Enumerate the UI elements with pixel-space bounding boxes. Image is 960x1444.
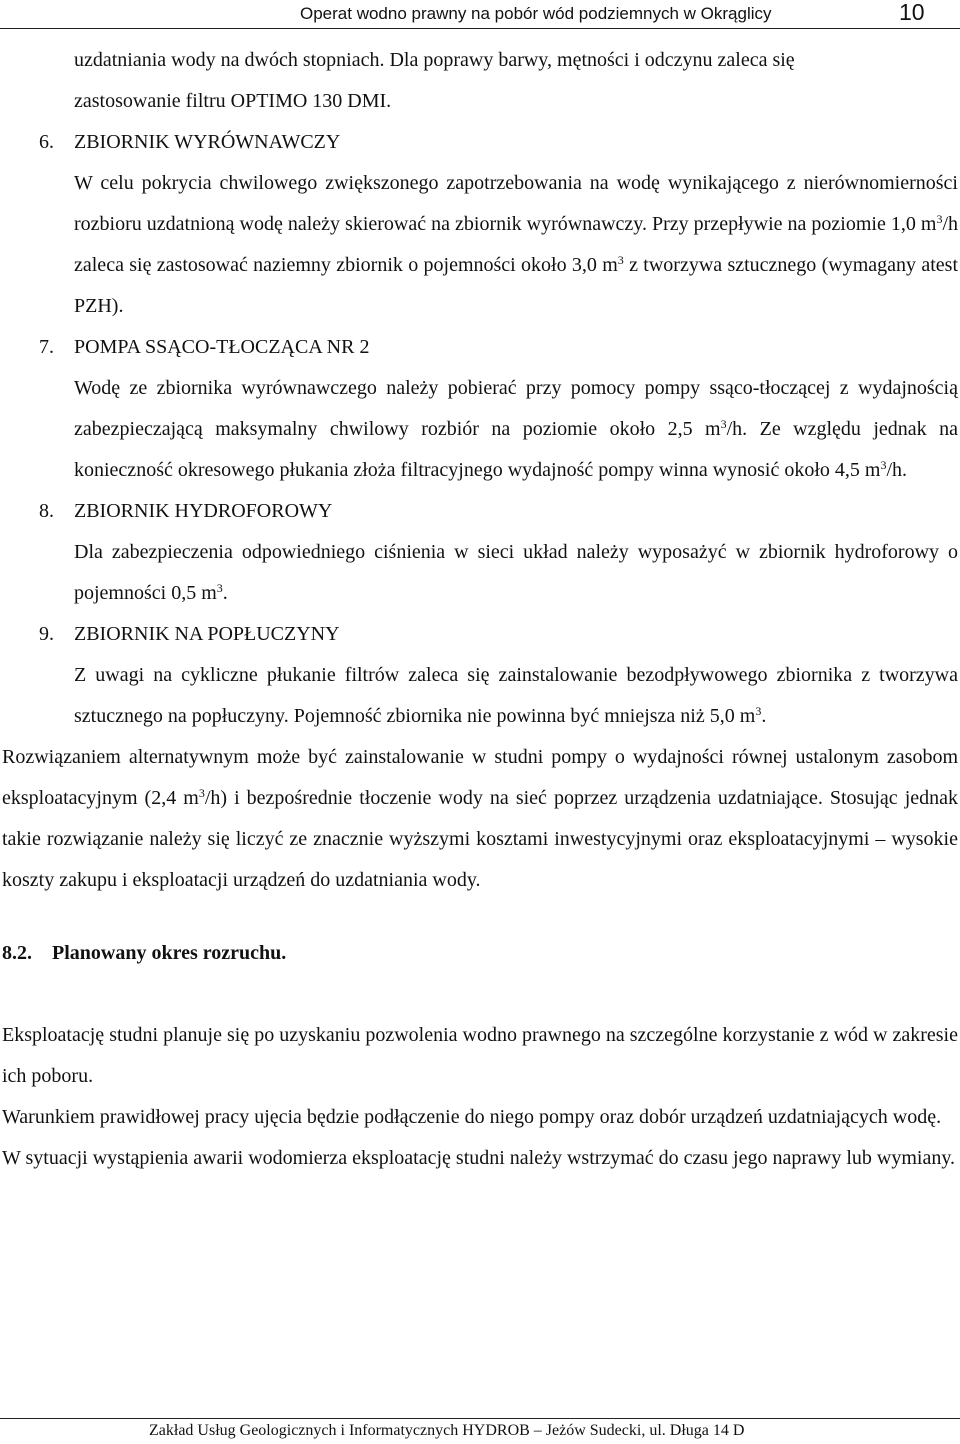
section-number: 8.2. (2, 942, 32, 964)
header-title: Operat wodno prawny na pobór wód podziemnych w Okrąglicy (300, 4, 772, 23)
item-number: 6. (39, 131, 54, 153)
item-9-text: Z uwagi na cykliczne płukanie filtrów zaleca się zainstalowanie bezodpływowego zbiornika z tworzywa sztucznego na popłuczyny. Pojemność zbiornika nie powinna być mniejsza niż 5,0 $m^3$. (74, 664, 958, 727)
footer-rule (0, 1418, 960, 1419)
footer-text: Zakład Usług Geologicznych i Informatycznych HYDROB – Jeżów Sudecki, ul. Długa 14 D (149, 1422, 745, 1439)
item-number: 8. (39, 500, 54, 522)
section-title: Planowany okres rozruchu. (52, 942, 287, 964)
paragraph-conditions: Warunkiem prawidłowej pracy ujęcia będzie podłączenie do niego pompy oraz dobór urządzeń uzdatniających wodę. (2, 1106, 942, 1128)
item-number: 9. (39, 623, 54, 645)
item-8-text: Dla zabezpieczenia odpowiedniego ciśnienia w sieci układ należy wyposażyć w zbiornik hydroforowy o pojemności 0,5 $m^3$. (74, 541, 958, 604)
alternative-paragraph: Rozwiązaniem alternatywnym może być zainstalowanie w studni pompy o wydajności równej ustalonym zasobom eksploatacyjnym (2,4 $m^3/h$) i bezpośrednie tłoczenie wody na sieć poprzez urządzenia uzdatniające. Stosując jednak takie rozwiązanie należy się liczyć ze znacznie wyższymi kosztami inwestycyjnymi oraz eksploatacyjnymi – wysokie koszty zakupu i eksploatacji urządzeń do uzdatniania wody. (2, 746, 959, 891)
page-header (0, 0, 960, 30)
page-number: 10 (899, 0, 925, 25)
item-7-heading: 7. POMPA SSĄCO-TŁOCZĄCA NR 2 (2, 327, 958, 368)
item-9-heading: 9. ZBIORNIK NA POPŁUCZYNY (2, 614, 958, 655)
item-8-heading: 8. ZBIORNIK HYDROFOROWY (2, 491, 958, 532)
item-7-text: Wodę ze zbiornika wyrównawczego należy pobierać przy pomocy pompy ssąco-tłoczącej z wydajnością zabezpieczającą maksymalny chwilowy rozbiór na poziomie około 2,5 $m^3/h$. Ze względu jednak na konieczność okresowego płukania złoża filtracyjnego wydajność pompy winna wynosić około 4,5 $m^3/h$. (74, 377, 958, 481)
paragraph-startup: Eksploatację studni planuje się po uzyskaniu pozwolenia wodno prawnego na szczególne korzystanie z wód w zakresie ich poboru. (2, 1024, 958, 1087)
header-rule (0, 28, 960, 29)
page-footer (0, 1418, 960, 1444)
item-6-text: W celu pokrycia chwilowego zwiększonego zapotrzebowania na wodę wynikającego z nierównomierności rozbioru uzdatnioną wodę należy skierować na zbiornik wyrównawczy. Przy przepływie na poziomie 1,0 $m^3/h$ zaleca się zastosować naziemny zbiornik o pojemności około 3,0 $m^3$ z tworzywa sztucznego (wymagany atest PZH). (74, 172, 958, 317)
document-body (2, 40, 958, 1179)
item-number: 7. (39, 336, 54, 358)
section-heading (2, 933, 958, 974)
paragraph-failure: W sytuacji wystąpienia awarii wodomierza eksploatację studni należy wstrzymać do czasu jego naprawy lub wymiany. (2, 1147, 956, 1169)
item-6-heading: 6. ZBIORNIK WYRÓWNAWCZY (2, 122, 958, 163)
intro-paragraph: uzdatniania wody na dwóch stopniach. Dla poprawy barwy, mętności i odczynu zaleca się zastosowanie filtru OPTIMO 130 DMI. (74, 49, 795, 112)
